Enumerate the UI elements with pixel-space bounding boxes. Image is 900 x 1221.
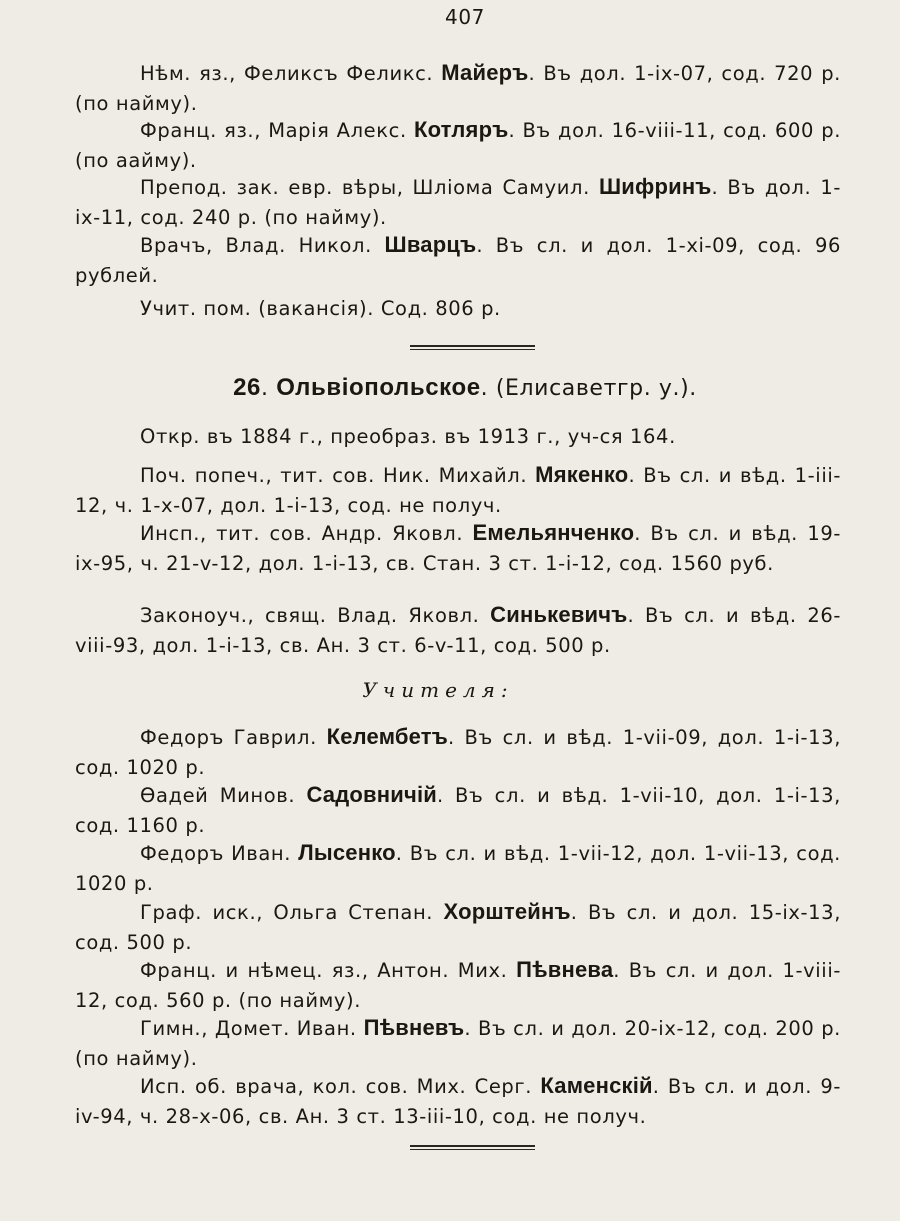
surname: Каменскій xyxy=(540,1073,653,1098)
staff-entry: Законоуч., свящ. Влад. Яковл. Синькевичъ. Въ сл. и вѣд. 26-viii-93, дол. 1-i-13, св. Ан. 3 ст. 6-v-11, сод. 500 р. xyxy=(75,602,841,657)
staff-entry: Учит. пом. (вакансія). Сод. 806 р. xyxy=(140,297,501,320)
staff-entry: Врачъ, Влад. Никол. Шварцъ. Въ сл. и дол. 1-xi-09, сод. 96 рублей. xyxy=(75,232,841,287)
section-district: . (Елисаветгр. у.). xyxy=(480,376,697,401)
school-opened-line: Откр. въ 1884 г., преобраз. въ 1913 г., уч-ся 164. xyxy=(140,425,676,448)
staff-entry: Поч. попеч., тит. сов. Ник. Михайл. Мякенко. Въ сл. и вѣд. 1-iii-12, ч. 1-x-07, дол. 1-i-13, сод. не получ. xyxy=(75,462,841,517)
teacher-entry: Франц. и нѣмец. яз., Антон. Мих. Пѣвнева. Въ сл. и дол. 1-viii-12, сод. 560 р. (по найму). xyxy=(75,957,841,1012)
surname: Котляръ xyxy=(413,117,509,142)
teachers-heading: Учителя: xyxy=(362,678,514,702)
section-name: Ольвіопольское xyxy=(276,374,481,401)
teacher-entry: Гимн., Домет. Иван. Пѣвневъ. Въ сл. и дол. 20-ix-12, сод. 200 р. (по найму). xyxy=(75,1015,841,1070)
surname: Майеръ xyxy=(441,60,529,85)
surname: Хорштейнъ xyxy=(443,899,571,924)
section-heading: 26. Ольвіопольское. (Елисаветгр. у.). xyxy=(233,374,697,401)
teacher-entry: Исп. об. врача, кол. сов. Мих. Серг. Каменскій. Въ сл. и дол. 9-iv-94, ч. 28-x-06, св. Ан. 3 ст. 13-iii-10, сод. не получ. xyxy=(75,1073,841,1128)
staff-entry: Франц. яз., Марія Алекс. Котляръ. Въ дол. 16-viii-11, сод. 600 р. (по аайму). xyxy=(75,117,841,172)
surname: Лысенко xyxy=(298,840,396,865)
section-divider xyxy=(410,345,535,350)
page-number: 407 xyxy=(445,5,485,29)
surname: Синькевичъ xyxy=(490,602,628,627)
surname: Пѣвнева xyxy=(516,957,614,982)
teacher-entry: Федоръ Гаврил. Келембетъ. Въ сл. и вѣд. 1-vii-09, дол. 1-i-13, сод. 1020 р. xyxy=(75,724,841,779)
teacher-entry: Ѳадей Минов. Садовничій. Въ сл. и вѣд. 1-vii-10, дол. 1-i-13, сод. 1160 р. xyxy=(75,782,841,837)
staff-entry: Инсп., тит. сов. Андр. Яковл. Емельянченко. Въ сл. и вѣд. 19-ix-95, ч. 21-v-12, дол. 1-i-13, св. Стан. 3 ст. 1-i-12, сод. 1560 руб. xyxy=(75,520,841,575)
staff-entry: Препод. зак. евр. вѣры, Шліома Самуил. Шифринъ. Въ дол. 1-ix-11, сод. 240 р. (по найму). xyxy=(75,174,841,229)
surname: Мякенко xyxy=(535,462,629,487)
surname: Емельянченко xyxy=(472,520,635,545)
teacher-entry: Граф. иск., Ольга Степан. Хорштейнъ. Въ сл. и дол. 15-ix-13, сод. 500 р. xyxy=(75,899,841,954)
document-page xyxy=(75,0,841,1128)
surname: Келембетъ xyxy=(326,724,449,749)
teacher-entry: Федоръ Иван. Лысенко. Въ сл. и вѣд. 1-vii-12, дол. 1-vii-13, сод. 1020 р. xyxy=(75,840,841,895)
surname: Садовничій xyxy=(306,782,437,807)
surname: Шифринъ xyxy=(598,174,712,199)
staff-entry: Нѣм. яз., Феликсъ Феликс. Майеръ. Въ дол. 1-ix-07, сод. 720 р. (по найму). xyxy=(75,60,841,115)
section-divider xyxy=(410,1145,535,1150)
surname: Шварцъ xyxy=(384,232,477,257)
section-number: 26 xyxy=(233,374,262,401)
surname: Пѣвневъ xyxy=(363,1015,465,1040)
